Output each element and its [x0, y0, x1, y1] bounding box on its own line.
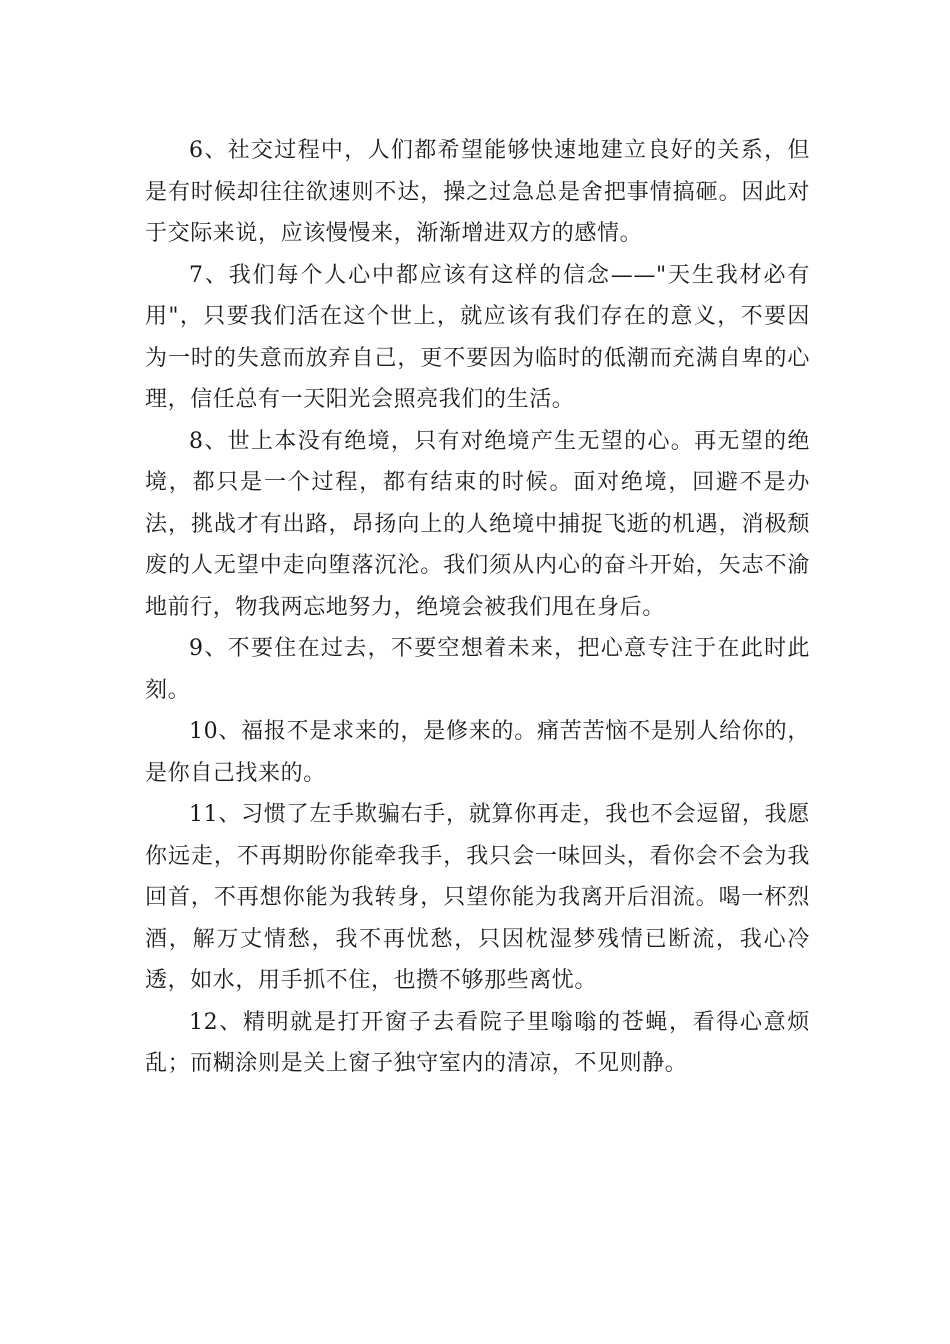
- paragraph-8: 8、世上本没有绝境，只有对绝境产生无望的心。再无望的绝境，都只是一个过程，都有结束的时候。面对绝境，回避不是办法，挑战才有出路，昂扬向上的人绝境中捕捉飞逝的机遇，消极颓废的人无望中走向堕落沉沦。我们须从内心的奋斗开始，矢志不渝地前行，物我两忘地努力，绝境会被我们甩在身后。: [145, 428, 810, 620]
- paragraph-9: 9、不要住在过去，不要空想着未来，把心意专注于在此时此刻。: [145, 636, 810, 703]
- paragraph-11: 11、习惯了左手欺骗右手，就算你再走，我也不会逗留，我愿你远走，不再期盼你能牵我手，我只会一味回头，看你会不会为我回首，不再想你能为我转身，只望你能为我离开后泪流。喝一杯烈酒，解万丈情愁，我不再忧愁，只因枕湿梦残情已断流，我心冷透，如水，用手抓不住，也攒不够那些离忧。: [145, 802, 810, 993]
- paragraph-12: 12、精明就是打开窗子去看院子里嗡嗡的苍蝇，看得心意烦乱；而糊涂则是关上窗子独守室内的清凉，不见则静。: [145, 1009, 810, 1076]
- paragraph-10: 10、福报不是求来的，是修来的。痛苦苦恼不是别人给你的，是你自己找来的。: [145, 719, 810, 786]
- paragraph-7: 7、我们每个人心中都应该有这样的信念——"天生我材必有用"，只要我们活在这个世上，就应该有我们存在的意义，不要因为一时的失意而放弃自己，更不要因为临时的低潮而充满自卑的心理，信任总有一天阳光会照亮我们的生活。: [145, 262, 810, 412]
- document-body: [145, 130, 810, 1085]
- paragraph-6: 6、社交过程中，人们都希望能够快速地建立良好的关系，但是有时候却往往欲速则不达，操之过急总是舍把事情搞砸。因此对于交际来说，应该慢慢来，渐渐增进双方的感情。: [145, 138, 810, 246]
